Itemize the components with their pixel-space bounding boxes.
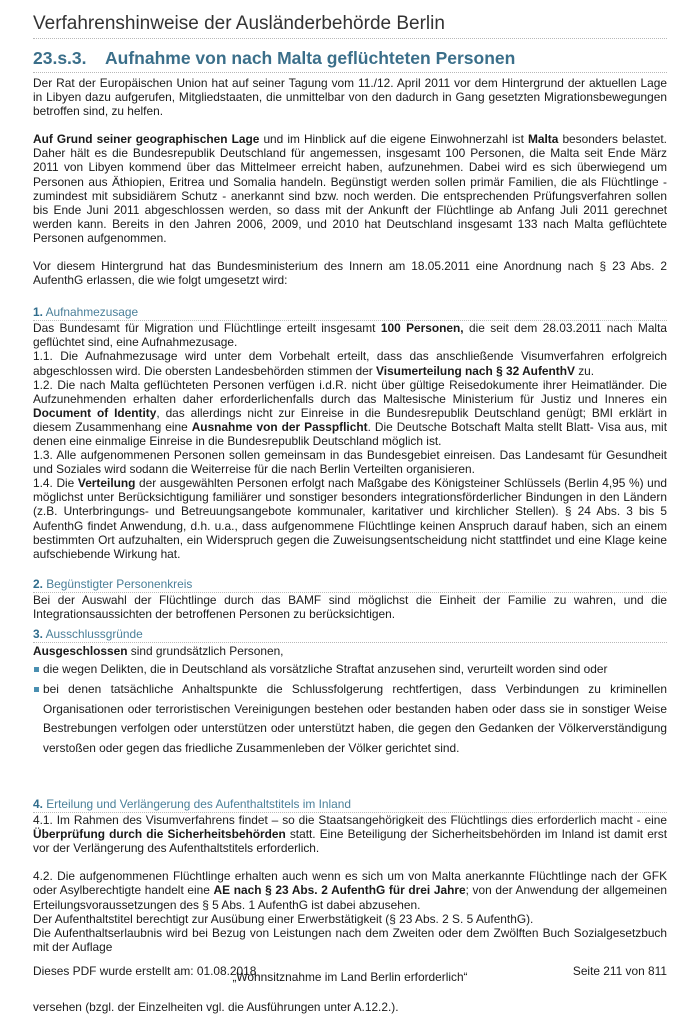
page-footer xyxy=(33,964,667,978)
bullet-icon xyxy=(34,687,39,692)
document-header: Verfahrenshinweise der Ausländerbehörde Berlin xyxy=(33,12,667,39)
subsection-heading-4: 4. Erteilung und Verlängerung des Aufenthaltstitels im Inland xyxy=(33,793,667,813)
intro-paragraph-1: Der Rat der Europäischen Union hat auf seiner Tagung vom 11./12. April 2011 vor dem Hintergrund der aktuellen Lage in Libyen dazu aufgerufen, Mitgliedstaaten, die unmittelbar von den dadurch in Gang gesetzten Migrationsbewegungen betroffen sind, zu helfen. xyxy=(33,76,667,119)
s4-paragraph-4-2: 4.2. Die aufgenommenen Flüchtlinge erhalten auch wenn es sich um von Malta anerkannte Flüchtlinge nach der GFK oder Asylberechtigte handelt eine AE nach § 23 Abs. 2 AufenthG für drei Jahre; von der Anwendung der allgemeinen Erteilungsvoraussetzungen des § 5 Abs. 1 AufenthG ist dabei abzusehen. xyxy=(33,869,667,912)
section-title xyxy=(33,47,667,73)
s4-quote: „Wohnsitznahme im Land Berlin erforderlich“ xyxy=(232,969,468,984)
subsection-heading-2: 2. Begünstigter Personenkreis xyxy=(33,573,667,593)
s1-paragraph-1-4: 1.4. Die Verteilung der ausgewählten Personen erfolgt nach Maßgabe des Königsteiner Schlüssels (Berlin 4,95 %) und möglichst unter Berücksichtigung familiärer und sonstiger besonders integrationsförderlicher Bindungen in den Ländern (z.B. Unterbringungs- und Betreuungsangebote kommunaler, karitativer und kirchlicher Stellen). § 24 Abs. 3 bis 5 AufenthG findet Anwendung, d.h. u.a., dass aufgenommene Flüchtlinge keinen Anspruch darauf haben, sich an einem bestimmten Ort aufzuhalten, ein Widerspruch gegen die Zuweisungsentscheidung nicht stattfindet und eine Klage keine aufschiebende Wirkung hat. xyxy=(33,476,667,561)
section-heading: Aufnahme von nach Malta geflüchteten Personen xyxy=(105,48,516,68)
exclusion-list xyxy=(33,660,667,759)
s4-paragraph-condition: Die Aufenthaltserlaubnis wird bei Bezug von Leistungen nach dem Zweiten oder dem Zwölften Buch Sozialgesetzbuch mit der Auflage xyxy=(33,925,667,954)
s4-paragraph-4-1: 4.1. Im Rahmen des Visumverfahrens findet – so die Staatsangehörigkeit des Flüchtlings dies erforderlich macht - eine Überprüfung durch die Sicherheitsbehörden statt. Eine Beteiligung der Sicherheitsbehörden im Inland ist damit erst vor der Verlängerung des Aufenthaltstitels erforderlich. xyxy=(33,813,668,856)
s1-paragraph-1-1: 1.1. Die Aufnahmezusage wird unter dem Vorbehalt erteilt, dass das anschließende Visumverfahren erfolgreich abgeschlossen wird. Die obersten Landesbehörden stimmen der Visumerteilung nach § 32 AufenthV zu. xyxy=(33,349,667,378)
section-number: 23.s.3. xyxy=(33,48,87,68)
s4-paragraph-permit: Der Aufenthaltstitel berechtigt zur Ausübung einer Erwerbstätigkeit (§ 23 Abs. 2 S. 5 AufenthG). xyxy=(33,911,534,926)
s1-paragraph-1-3: 1.3. Alle aufgenommenen Personen sollen gemeinsam in das Bundesgebiet einreisen. Das Landesamt für Gesundheit und Soziales wird sodann die Weiterreise für die nach Berlin Verteilten organisieren. xyxy=(33,448,667,477)
s3-lead: Ausgeschlossen sind grundsätzlich Personen, xyxy=(33,644,284,658)
footer-page-number: Seite 211 von 811 xyxy=(572,964,667,978)
list-item: bei denen tatsächliche Anhaltspunkte die Schlussfolgerung rechtfertigen, dass Verbindungen zu kriminellen Organisationen oder terroristischen Vereinigungen bestehen oder bestanden haben oder dass sie in sonstiger Weise Bestrebungen verfolgen oder unterstützen oder unterstützt haben, die gegen den Gedanken der Völkerverständigung verstoßen oder gegen das friedliche Zusammenleben der Völker gerichtet sind. xyxy=(33,680,667,759)
subsection-heading-1: 1. Aufnahmezusage xyxy=(33,301,667,321)
s1-paragraph-a: Das Bundesamt für Migration und Flüchtlinge erteilt insgesamt 100 Personen, die seit dem 28.03.2011 nach Malta geflüchtet sind, eine Aufnahmezusage. xyxy=(33,321,667,350)
s4-paragraph-closing: versehen (bzgl. der Einzelheiten vgl. die Ausführungen unter A.12.2.). xyxy=(33,1000,399,1014)
s2-paragraph: Bei der Auswahl der Flüchtlinge durch das BAMF sind möglichst die Einheit der Familie zu wahren, und die Integrationsaussichten der betroffenen Personen zu berücksichtigen. xyxy=(33,592,667,621)
document-page xyxy=(33,0,667,1014)
intro-paragraph-3: Vor diesem Hintergrund hat das Bundesministerium des Innern am 18.05.2011 eine Anordnung nach § 23 Abs. 2 AufenthG erlassen, die wie folgt umgesetzt wird: xyxy=(33,259,667,288)
list-item: die wegen Delikten, die in Deutschland als vorsätzliche Straftat anzusehen sind, verurteilt worden sind oder xyxy=(33,660,667,680)
intro-paragraph-2: Auf Grund seiner geographischen Lage und im Hinblick auf die eigene Einwohnerzahl ist Malta besonders belastet. Daher hält es die Bundesrepublik Deutschland für angemessen, insgesamt 100 Personen, die Malta seit Ende März 2011 von Libyen kommend über das Mittelmeer erreicht haben, aufzunehmen. Dabei wird es sich überwiegend um Personen aus Äthiopien, Eritrea und Somalia handeln. Begünstigt werden sollen primär Familien, die als Flüchtlinge - zumindest mit subsidiärem Schutz - anerkannt sind bzw. noch werden. Die entsprechenden Prüfungsverfahren sollen bis Ende Juni 2011 abgeschlossen werden, so dass mit der Ankunft der Flüchtlinge ab Anfang Juli 2011 gerechnet werden kann. Bereits in den Jahren 2006, 2009, und 2010 hat Deutschland insgesamt 133 nach Malta geflüchtete Personen aufgenommen. xyxy=(33,132,667,245)
footer-created-date: Dieses PDF wurde erstellt am: 01.08.2018 xyxy=(33,964,257,978)
bullet-icon xyxy=(34,667,39,672)
s1-paragraph-1-2: 1.2. Die nach Malta geflüchteten Personen verfügen i.d.R. nicht über gültige Reisedokumente ihrer Heimatländer. Die Aufzunehmenden erhalten daher erforderlichenfalls durch das Maltesische Ministerium für Justiz und Inneres ein Document of Identity, das allerdings nicht zur Einreise in die Bundesrepublik Deutschland genügt; BMI erklärt in diesem Zusammenhang eine Ausnahme von der Passpflicht. Die Deutsche Botschaft Malta stellt Blatt- Visa aus, mit denen eine einmalige Einreise in die Bundesrepublik Deutschland möglich ist. xyxy=(33,377,667,448)
subsection-heading-3: 3. Ausschlussgründe xyxy=(33,623,667,643)
